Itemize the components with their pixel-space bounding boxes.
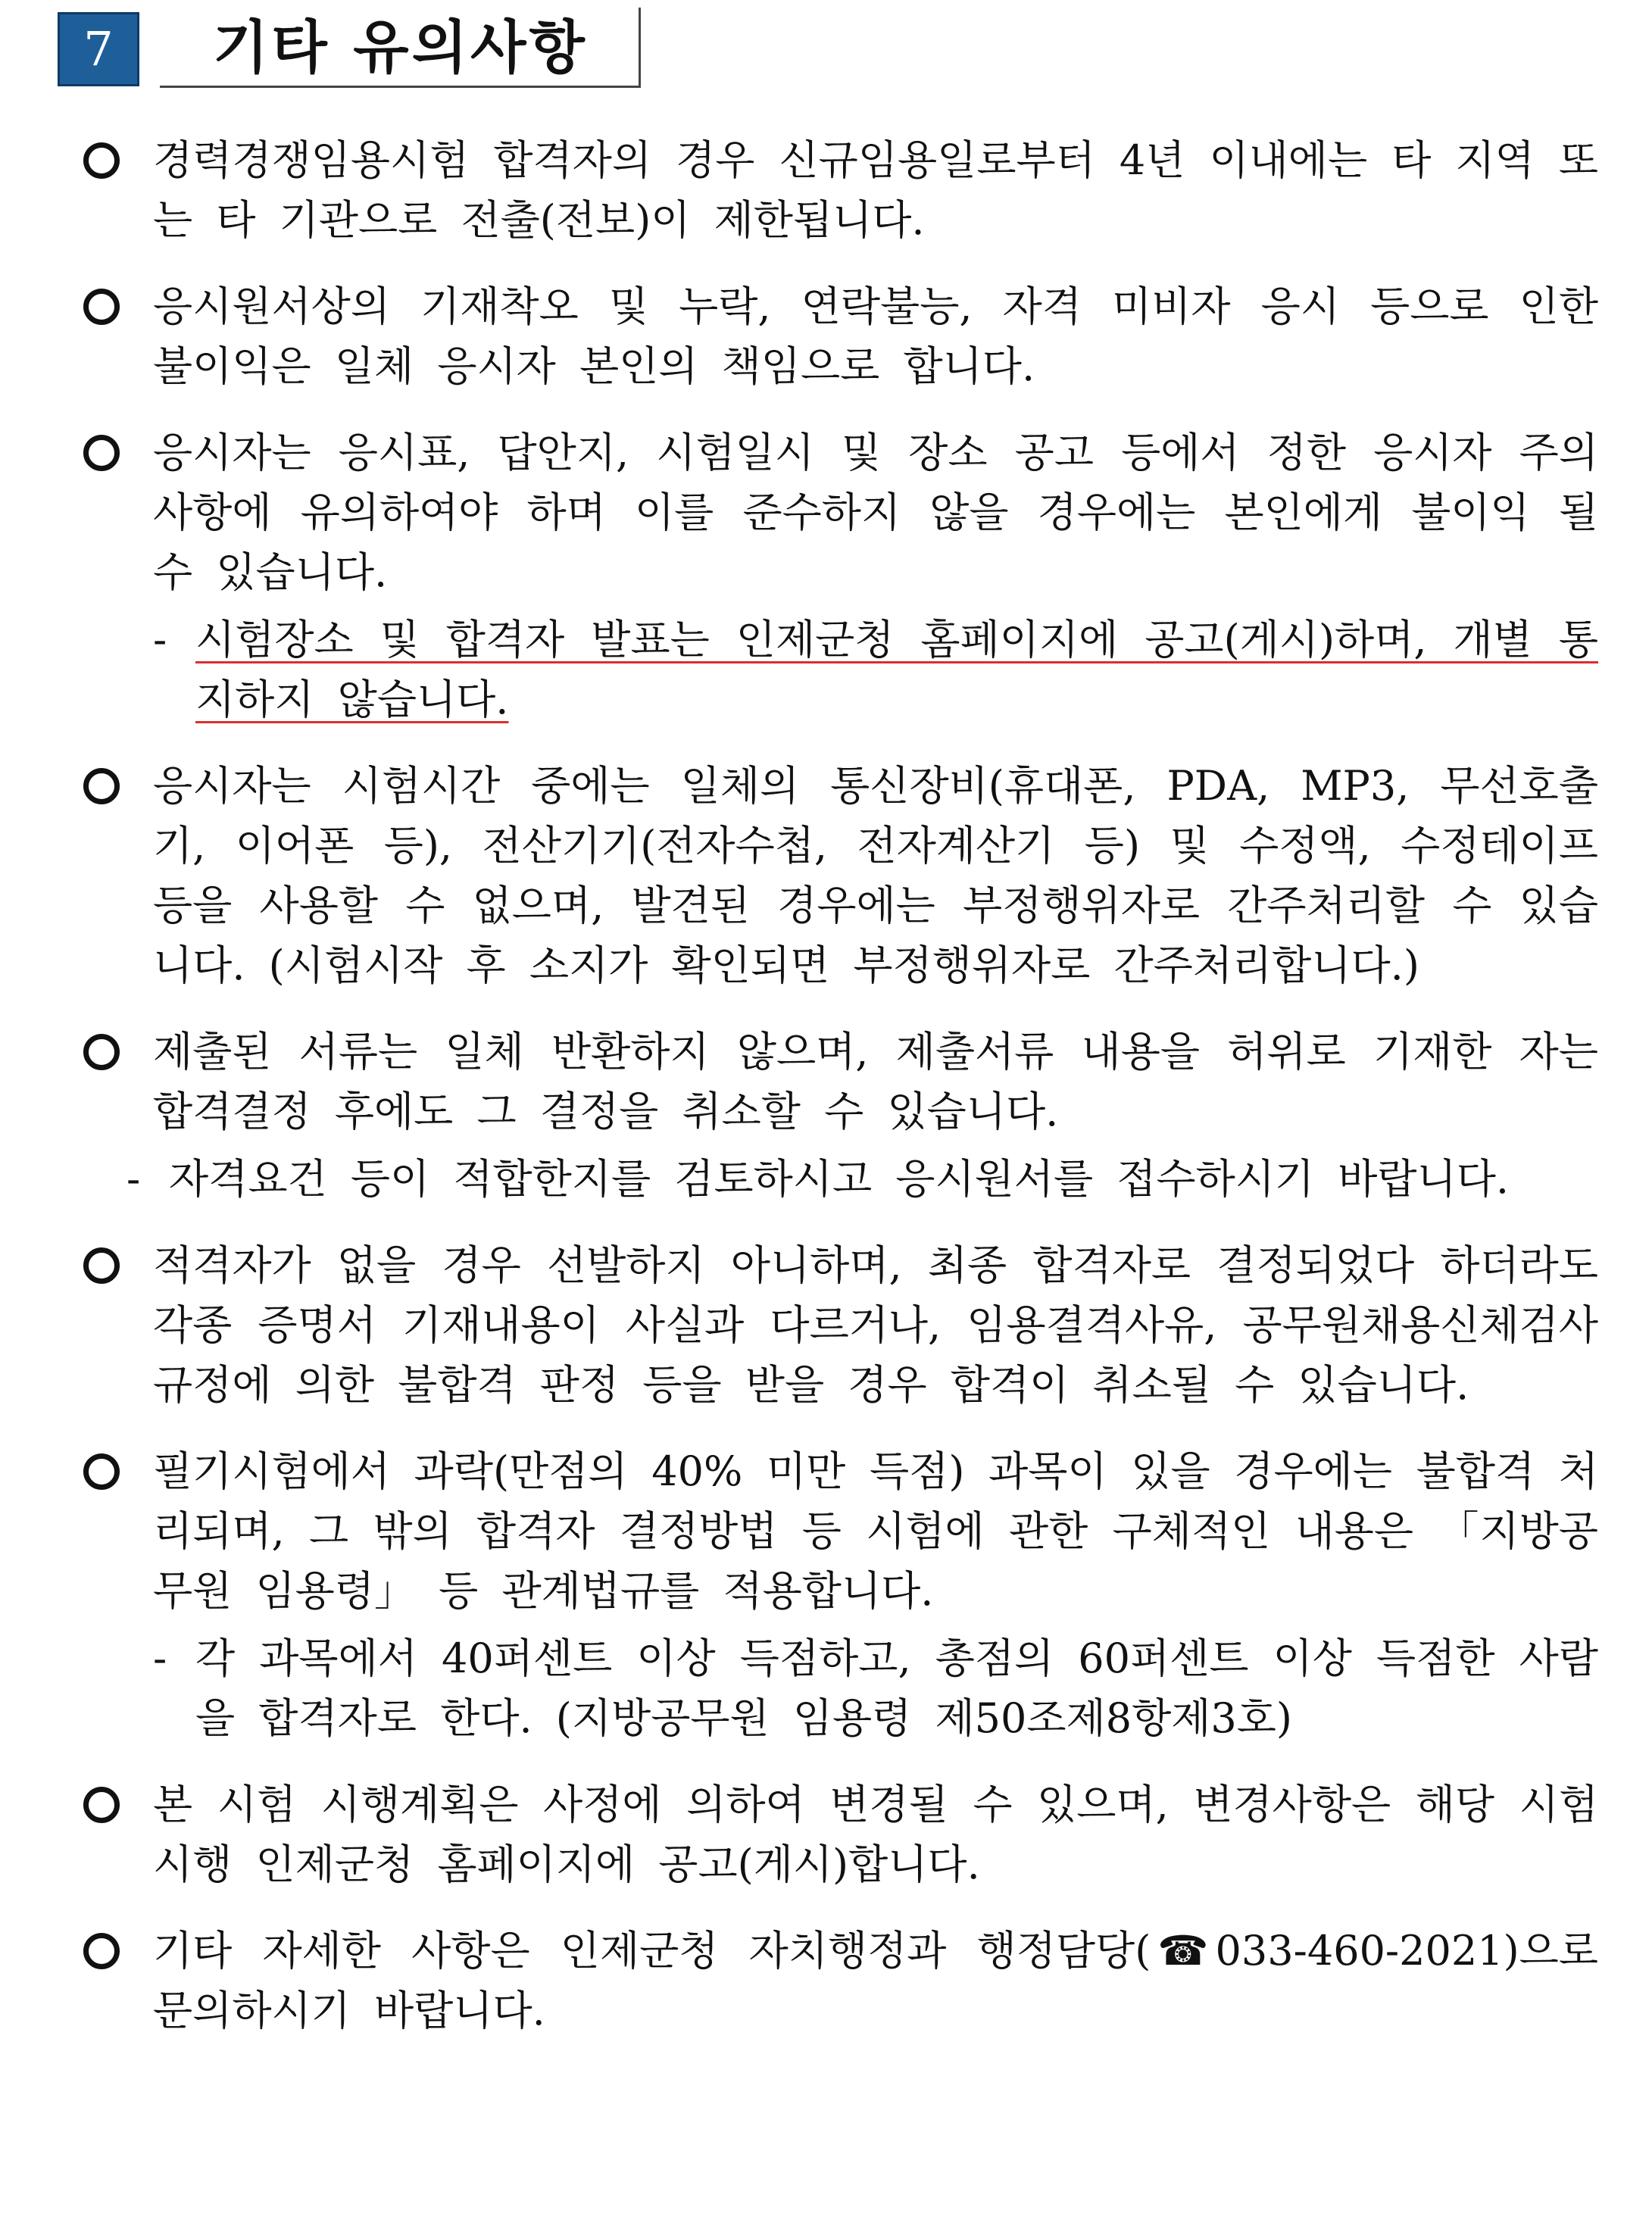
notice-item-5 bbox=[83, 1022, 1598, 1209]
circle-bullet-icon bbox=[83, 1247, 120, 1284]
notice-sub-item bbox=[153, 1628, 1598, 1748]
notice-sub-item bbox=[126, 1149, 1598, 1209]
notice-item-text: 경력경쟁임용시험 합격자의 경우 신규임용일로부터 4년 이내에는 타 지역 또는 타 기관으로 전출(전보)이 제한됩니다. bbox=[153, 136, 1598, 244]
notice-item-1 bbox=[83, 130, 1598, 250]
section-number-badge: 7 bbox=[58, 12, 139, 86]
notice-item-7 bbox=[83, 1441, 1598, 1748]
circle-bullet-icon bbox=[83, 1453, 120, 1490]
section-title: 기타 유의사항 bbox=[213, 14, 588, 81]
notice-item-text-before-phone: 기타 자세한 사항은 인제군청 자치행정과 행정담당( bbox=[153, 1927, 1151, 1975]
notice-item-text: 적격자가 없을 경우 선발하지 아니하며, 최종 합격자로 결정되었다 하더라도 각종 증명서 기재내용이 사실과 다르거나, 임용결격사유, 공무원채용신체검사규정에 의한 불합격 판정 등을 받을 경우 합격이 취소될 수 있습니다. bbox=[153, 1241, 1598, 1409]
section-header bbox=[58, 8, 641, 89]
circle-bullet-icon bbox=[83, 142, 120, 179]
circle-bullet-icon bbox=[83, 289, 120, 325]
telephone-icon: ☎ bbox=[1151, 1927, 1216, 1975]
circle-bullet-icon bbox=[83, 1034, 120, 1070]
notice-item-text: 필기시험에서 과락(만점의 40% 미만 득점) 과목이 있을 경우에는 불합격 처리되며, 그 밖의 합격자 결정방법 등 시험에 관한 구체적인 내용은 「지방공무원 임용령」 등 관계법규를 적용합니다. bbox=[153, 1447, 1598, 1615]
notice-list bbox=[83, 130, 1598, 2040]
section-title-box bbox=[160, 8, 641, 88]
dash-bullet: - bbox=[153, 616, 167, 663]
notice-item-6 bbox=[83, 1235, 1598, 1415]
dash-bullet: - bbox=[153, 1634, 167, 1682]
circle-bullet-icon bbox=[83, 1787, 120, 1823]
notice-item-text: 응시자는 시험시간 중에는 일체의 통신장비(휴대폰, PDA, MP3, 무선호출기, 이어폰 등), 전산기기(전자수첩, 전자계산기 등) 및 수정액, 수정테이프 등을 사용할 수 없으며, 발견된 경우에는 부정행위자로 간주처리할 수 있습니다. (시험시작 후 소지가 확인되면 부정행위자로 간주처리합니다.) bbox=[153, 762, 1598, 989]
notice-item-2 bbox=[83, 276, 1598, 396]
circle-bullet-icon bbox=[83, 435, 120, 471]
notice-item-text-after-phone: 033-460-2021)으로 문의하시기 바랍니다. bbox=[153, 1927, 1598, 2034]
notice-item-text: 응시자는 응시표, 답안지, 시험일시 및 장소 공고 등에서 정한 응시자 주의사항에 유의하여야 하며 이를 준수하지 않을 경우에는 본인에게 불이익 될 수 있습니다. bbox=[153, 429, 1598, 596]
circle-bullet-icon bbox=[83, 1933, 120, 1969]
notice-item-8 bbox=[83, 1775, 1598, 1894]
notice-item-9 bbox=[83, 1921, 1598, 2040]
notice-item-text: 제출된 서류는 일체 반환하지 않으며, 제출서류 내용을 허위로 기재한 자는 합격결정 후에도 그 결정을 취소할 수 있습니다. bbox=[153, 1028, 1598, 1135]
notice-item-4 bbox=[83, 756, 1598, 995]
notice-sub-text: 각 과목에서 40퍼센트 이상 득점하고, 총점의 60퍼센트 이상 득점한 사람을 합격자로 한다. (지방공무원 임용령 제50조제8항제3호) bbox=[195, 1634, 1598, 1742]
notice-sub-text-underlined: 시험장소 및 합격자 발표는 인제군청 홈페이지에 공고(게시)하며, 개별 통지하지 않습니다. bbox=[195, 616, 1598, 723]
notice-item-text: 본 시험 시행계획은 사정에 의하여 변경될 수 있으며, 변경사항은 해당 시험 시행 인제군청 홈페이지에 공고(게시)합니다. bbox=[153, 1781, 1598, 1888]
notice-item-3 bbox=[83, 423, 1598, 729]
notice-sub-text: 자격요건 등이 적합한지를 검토하시고 응시원서를 접수하시기 바랍니다. bbox=[169, 1155, 1510, 1203]
circle-bullet-icon bbox=[83, 768, 120, 804]
dash-bullet: - bbox=[126, 1155, 141, 1203]
notice-item-text: 응시원서상의 기재착오 및 누락, 연락불능, 자격 미비자 응시 등으로 인한 불이익은 일체 응시자 본인의 책임으로 합니다. bbox=[153, 283, 1598, 390]
notice-sub-item bbox=[153, 610, 1598, 729]
